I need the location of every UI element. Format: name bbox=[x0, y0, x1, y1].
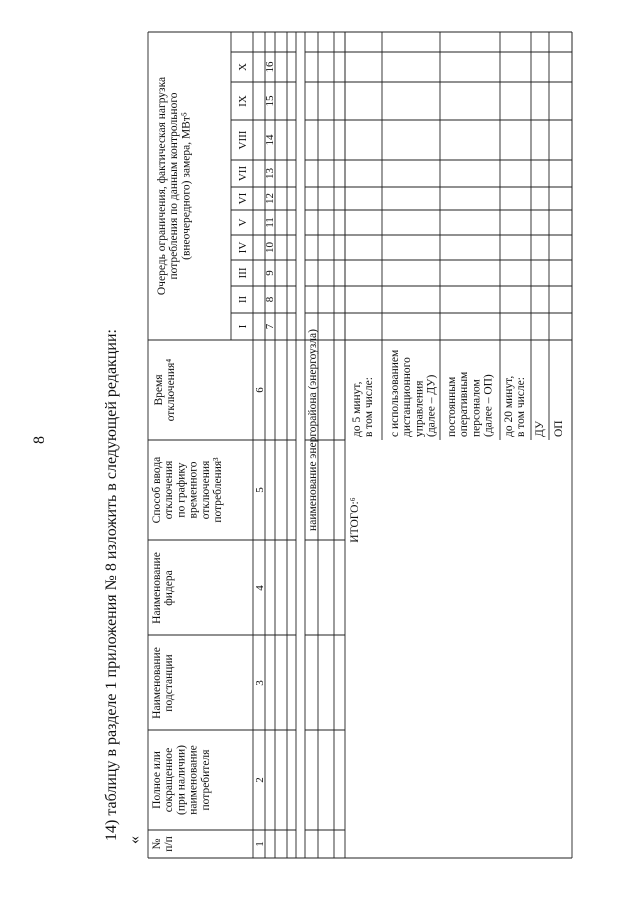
total-row-text: в том числе: bbox=[363, 377, 376, 437]
header-roman: VIII bbox=[237, 130, 249, 150]
page-number: 8 bbox=[31, 436, 48, 444]
column-number: 14 bbox=[264, 134, 276, 146]
header-number: № bbox=[151, 838, 163, 850]
header-input-method: отключения bbox=[199, 460, 212, 520]
header-consumer: сокращенное bbox=[163, 747, 176, 813]
header-consumer: (при наличии) bbox=[175, 745, 188, 815]
header-substation: подстанции bbox=[163, 654, 176, 712]
column-number: 12 bbox=[264, 193, 276, 204]
header-input-method: отключения bbox=[163, 460, 176, 520]
column-number: 3 bbox=[254, 680, 266, 686]
header-time: Время bbox=[153, 374, 165, 406]
column-number: 6 bbox=[254, 387, 266, 393]
header-consumer: потребителя bbox=[199, 749, 212, 811]
total-row-text: ОП bbox=[553, 420, 565, 437]
header-substation: Наименование bbox=[151, 647, 163, 719]
total-row-text: (далее – ОП) bbox=[482, 374, 495, 437]
column-number: 13 bbox=[264, 168, 276, 179]
total-row-text: (далее – ДУ) bbox=[425, 374, 438, 437]
header-time: отключения⁴ bbox=[165, 358, 178, 422]
column-number: 15 bbox=[264, 95, 276, 107]
total-row-text: управления bbox=[413, 380, 426, 437]
header-roman: IV bbox=[237, 241, 249, 254]
header-input-method: Способ ввода bbox=[151, 456, 163, 524]
total-row-text: оперативным bbox=[458, 371, 471, 437]
column-number: 11 bbox=[264, 217, 276, 228]
header-feeder: Наименование bbox=[151, 552, 163, 624]
column-number: 8 bbox=[264, 296, 276, 303]
column-number: 16 bbox=[264, 61, 276, 73]
column-number: 5 bbox=[254, 487, 266, 493]
column-number: 2 bbox=[254, 777, 266, 783]
header-feeder: фидера bbox=[163, 570, 176, 606]
column-number: 9 bbox=[264, 270, 276, 276]
column-number: 10 bbox=[264, 242, 276, 253]
header-roman: VII bbox=[237, 165, 249, 182]
total-row-text: с использованием bbox=[389, 349, 401, 437]
intro-text: 14) таблицу в разделе 1 приложения № 8 изложить в следующей редакции: bbox=[103, 329, 120, 841]
column-number: 1 bbox=[254, 841, 266, 847]
header-roman: II bbox=[237, 295, 249, 304]
header-queue: (внеочередного) замера, МВт⁵ bbox=[180, 112, 193, 260]
energy-area-label: наименование энергорайона (энергоузла) bbox=[307, 329, 319, 531]
total-row-text: ДУ bbox=[534, 420, 546, 437]
open-quote: « bbox=[126, 836, 143, 844]
header-roman: X bbox=[237, 63, 249, 71]
total-label: ИТОГО:⁶ bbox=[349, 497, 361, 543]
header-queue: потребления по данным контрольного bbox=[168, 92, 181, 280]
total-row-text: до 5 минут, bbox=[351, 381, 363, 437]
header-consumer: наименование bbox=[187, 745, 200, 815]
header-consumer: Полное или bbox=[151, 751, 163, 809]
header-roman: III bbox=[237, 267, 249, 279]
header-input-method: временного bbox=[187, 461, 200, 519]
header-roman: VI bbox=[237, 192, 249, 205]
total-row-text: дистанционного bbox=[401, 357, 414, 437]
total-row-text: в том числе: bbox=[515, 377, 528, 437]
column-number: 4 bbox=[254, 585, 266, 591]
total-row-text: персоналом bbox=[470, 379, 483, 437]
total-row-text: до 20 минут, bbox=[503, 375, 515, 437]
header-roman: IX bbox=[237, 95, 249, 107]
header-roman: V bbox=[237, 218, 249, 227]
header-roman: I bbox=[237, 324, 249, 329]
column-number: 7 bbox=[264, 323, 276, 330]
total-row-text: постоянным bbox=[446, 376, 458, 437]
header-input-method: потребления³ bbox=[212, 457, 224, 523]
header-queue: Очередь ограничения, фактическая нагрузка bbox=[156, 76, 168, 296]
header-input-method: по графику bbox=[175, 462, 188, 518]
header-number: п/п bbox=[163, 836, 176, 852]
